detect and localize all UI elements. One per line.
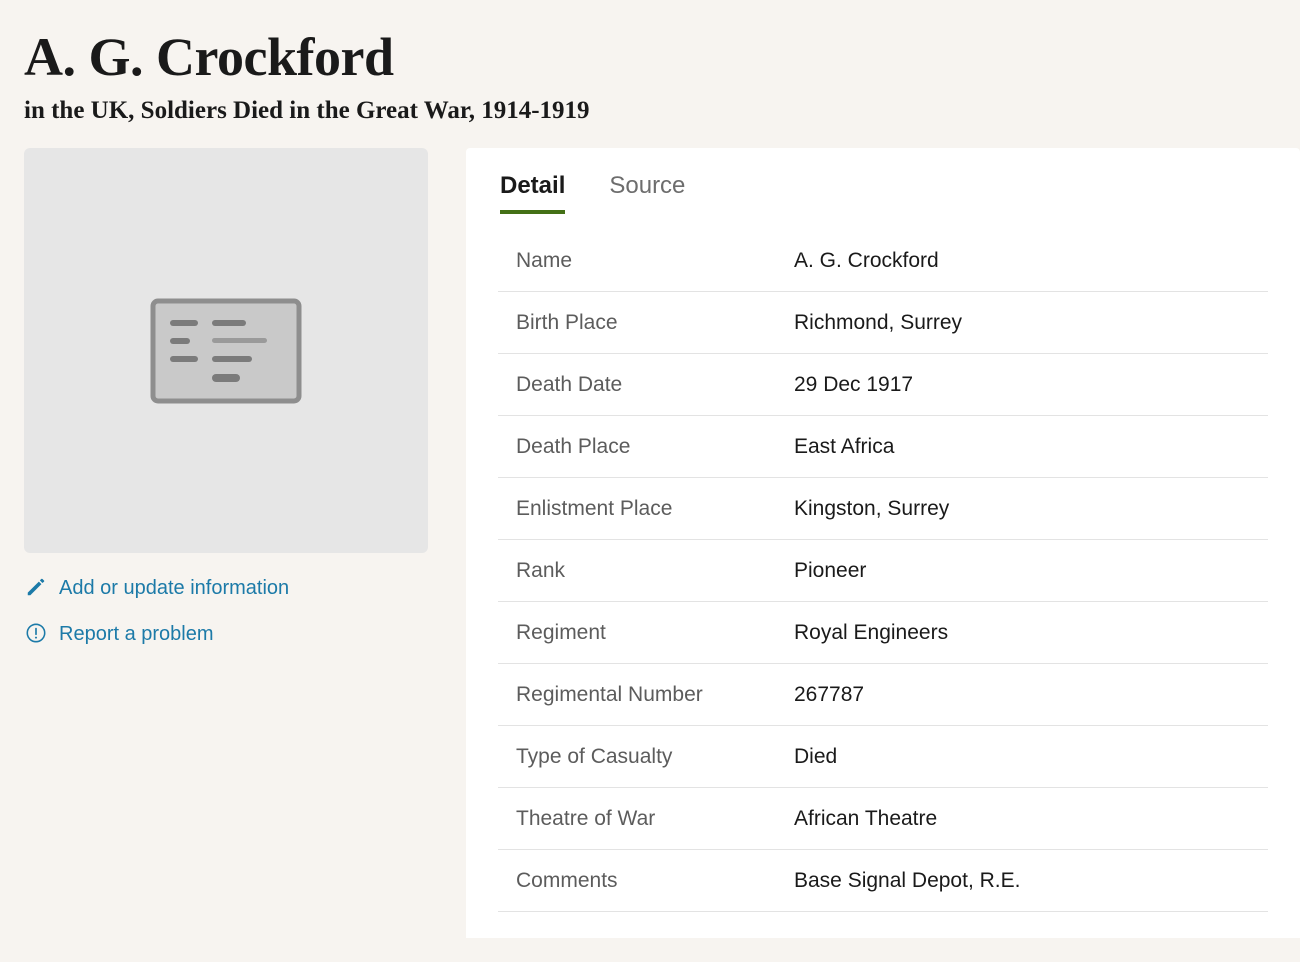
field-row <box>498 850 1268 912</box>
report-a-problem-link[interactable] <box>24 621 428 645</box>
field-label: Death Date <box>516 372 623 396</box>
field-label: Regiment <box>516 620 606 644</box>
exclamation-circle-icon <box>24 621 48 645</box>
field-label: Regimental Number <box>516 682 703 706</box>
field-label: Name <box>516 248 573 272</box>
field-row <box>498 664 1268 726</box>
add-or-update-information-link[interactable] <box>24 575 428 599</box>
field-label: Enlistment Place <box>516 496 673 520</box>
field-row <box>498 292 1268 354</box>
field-value: Royal Engineers <box>794 620 949 644</box>
field-label: Comments <box>516 868 618 892</box>
add-or-update-information-label: Add or update information <box>59 577 290 600</box>
page-title: A. G. Crockford <box>24 27 394 87</box>
field-value: 29 Dec 1917 <box>794 372 914 396</box>
field-row <box>498 602 1268 664</box>
field-value: Pioneer <box>794 558 867 582</box>
field-label: Theatre of War <box>516 806 656 830</box>
field-value: Kingston, Surrey <box>794 496 950 520</box>
field-row <box>498 726 1268 788</box>
field-label: Birth Place <box>516 310 618 334</box>
pencil-icon <box>24 575 48 599</box>
detail-tabs <box>498 172 1268 214</box>
field-label: Rank <box>516 558 566 582</box>
field-value: East Africa <box>794 434 895 458</box>
field-row <box>498 540 1268 602</box>
left-column <box>24 148 428 645</box>
field-value: African Theatre <box>794 806 938 830</box>
field-row <box>498 416 1268 478</box>
record-image-placeholder[interactable] <box>24 148 428 553</box>
field-value: Base Signal Depot, R.E. <box>794 868 1021 892</box>
field-row <box>498 478 1268 540</box>
field-row <box>498 230 1268 292</box>
field-value: 267787 <box>794 682 865 706</box>
tab-source[interactable]: Source <box>609 172 686 200</box>
field-value: A. G. Crockford <box>794 248 939 272</box>
field-value: Richmond, Surrey <box>794 310 963 334</box>
report-a-problem-label: Report a problem <box>59 623 214 646</box>
field-label: Death Place <box>516 434 631 458</box>
field-row <box>498 788 1268 850</box>
field-value: Died <box>794 744 838 768</box>
page-header <box>0 0 1300 126</box>
page-content <box>0 148 1300 938</box>
record-detail-card <box>466 148 1300 938</box>
page-subtitle: in the UK, Soldiers Died in the Great War, 1914-1919 <box>24 97 590 125</box>
field-label: Type of Casualty <box>516 744 673 768</box>
document-placeholder-icon <box>148 296 304 406</box>
detail-field-list <box>498 230 1268 912</box>
field-row <box>498 354 1268 416</box>
tab-detail[interactable]: Detail <box>500 172 565 214</box>
